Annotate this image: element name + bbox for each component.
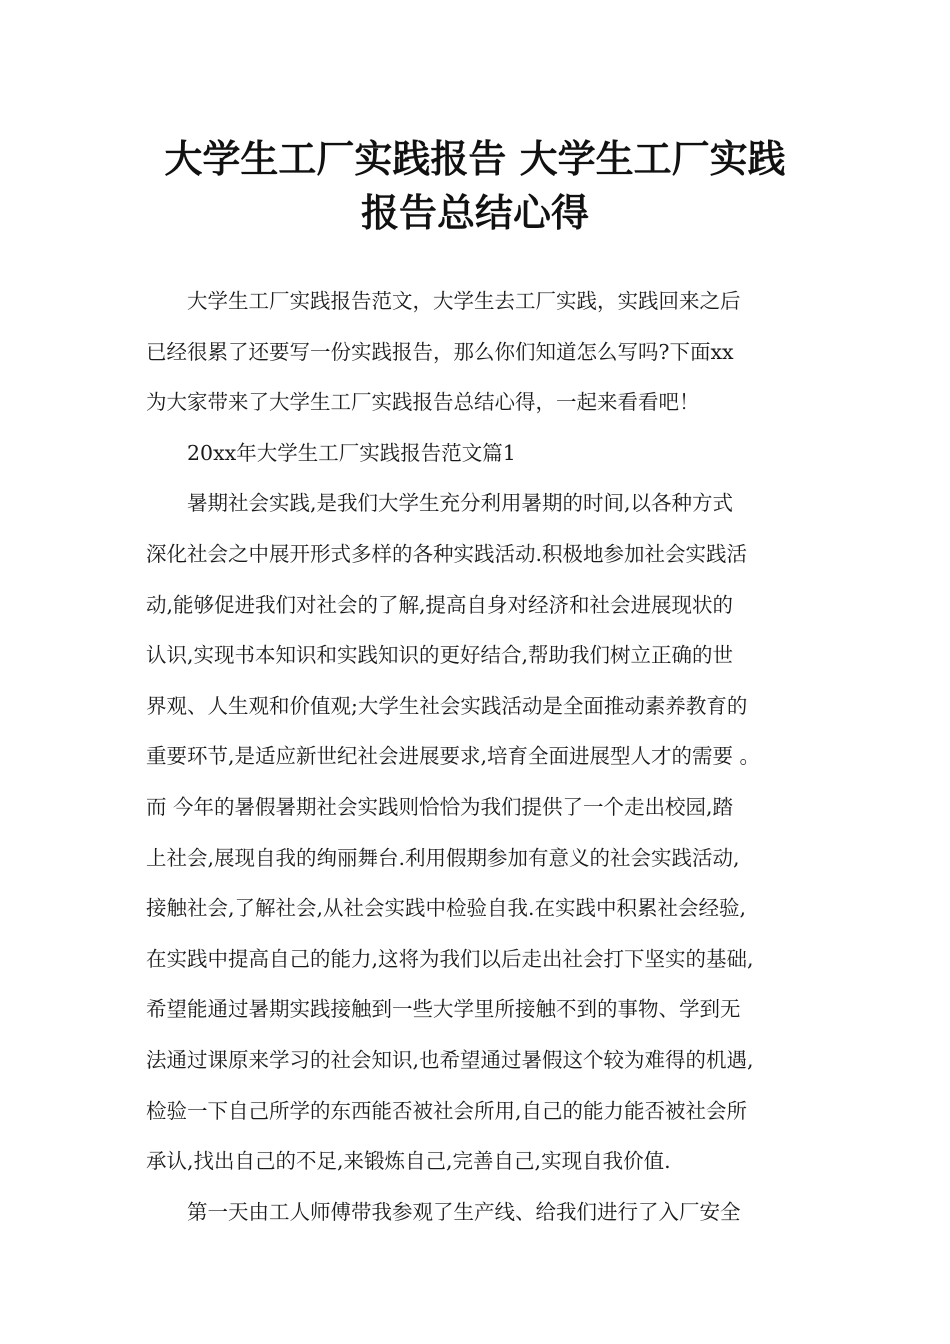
paragraph-line: 重要环节,是适应新世纪社会进展要求,培育全面进展型人才的需要 。 bbox=[146, 744, 761, 769]
paragraph-line: 动,能够促进我们对社会的了解,提高自身对经济和社会进展现状的 bbox=[146, 592, 734, 617]
paragraph-line: 暑期社会实践,是我们大学生充分利用暑期的时间,以各种方式 bbox=[187, 491, 734, 516]
paragraph-line: 第一天由工人师傅带我参观了生产线、给我们进行了入厂安全 bbox=[187, 1199, 741, 1224]
paragraph-line: 在实践中提高自己的能力,这将为我们以后走出社会打下坚实的基础, bbox=[146, 946, 754, 971]
paragraph-line: 已经很累了还要写一份实践报告，那么你们知道怎么写吗?下面xx bbox=[146, 339, 734, 364]
paragraph-line: 认识,实现书本知识和实践知识的更好结合,帮助我们树立正确的世 bbox=[146, 643, 734, 668]
paragraph-line: 深化社会之中展开形式多样的各种实践活动.积极地参加社会实践活 bbox=[146, 541, 748, 566]
paragraph-line: 承认,找出自己的不足,来锻炼自己,完善自己,实现自我价值. bbox=[146, 1149, 671, 1174]
document-body bbox=[146, 286, 826, 1247]
section-heading: 20xx年大学生工厂实践报告范文篇1 bbox=[187, 440, 516, 465]
paragraph-line: 大学生工厂实践报告范文，大学生去工厂实践，实践回来之后 bbox=[187, 289, 741, 313]
paragraph-line: 希望能通过暑期实践接触到一些大学里所接触不到的事物、学到无 bbox=[146, 997, 741, 1022]
paragraph-line: 检验一下自己所学的东西能否被社会所用,自己的能力能否被社会所 bbox=[146, 1098, 748, 1123]
paragraph-line: 上社会,展现自我的绚丽舞台.利用假期参加有意义的社会实践活动, bbox=[146, 845, 740, 870]
document-title-line-2: 报告总结心得 bbox=[360, 191, 589, 235]
paragraph-line: 法通过课原来学习的社会知识,也希望通过暑假这个较为难得的机遇, bbox=[146, 1047, 754, 1072]
document-title-line-1: 大学生工厂实践报告 大学生工厂实践 bbox=[164, 137, 786, 181]
paragraph-line: 接触社会,了解社会,从社会实践中检验自我.在实践中积累社会经验, bbox=[146, 896, 747, 921]
paragraph-line: 而 今年的暑假暑期社会实践则恰恰为我们提供了一个走出校园,踏 bbox=[146, 794, 734, 819]
paragraph-line: 为大家带来了大学生工厂实践报告总结心得，一起来看看吧！ bbox=[146, 390, 700, 415]
paragraph-line: 界观、人生观和价值观;大学生社会实践活动是全面推动素养教育的 bbox=[146, 693, 748, 718]
